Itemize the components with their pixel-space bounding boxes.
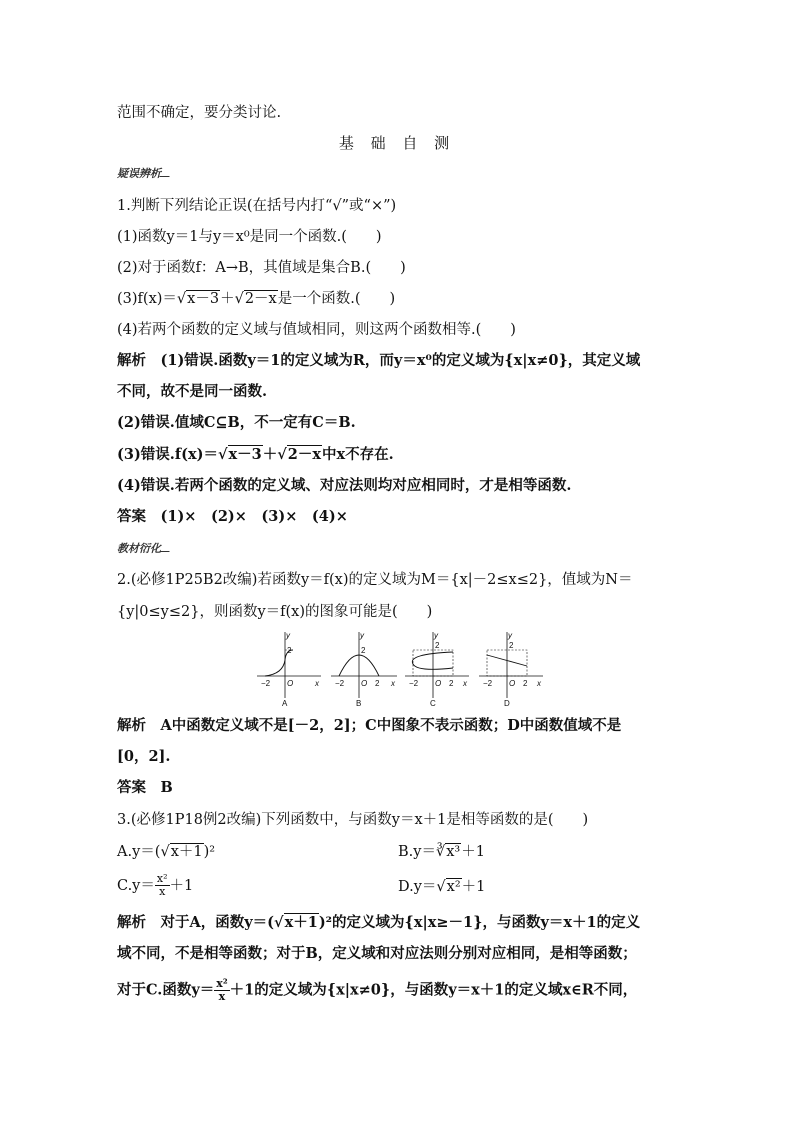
tick-label: −2 <box>409 679 419 688</box>
graph-c <box>405 631 469 708</box>
question-1: 1.判断下列结论正误(在括号内打“√”或“×”) <box>117 198 397 214</box>
tick-label: 2 <box>523 679 528 688</box>
analysis-3-1 <box>117 913 640 933</box>
tick-label: 2 <box>509 641 514 650</box>
analysis-3-2: 域不同，不是相等函数；对于B，定义域和对应法则分别对应相同，是相等函数； <box>117 945 637 962</box>
denominator: x <box>218 990 226 1003</box>
graph-label-b: B <box>356 699 362 708</box>
sqrt-content: 2－x <box>287 446 321 463</box>
text: ＋1 <box>169 877 194 894</box>
text: ＋1的定义域为{x|x≠0}，与函数y＝x＋1的定义域x∈R不同， <box>229 981 638 999</box>
sqrt-content: x－3 <box>187 291 220 307</box>
analysis-1-2: (2)错误.值域C⊆B，不一定有C＝B. <box>117 414 356 431</box>
graph-label-d: D <box>504 699 510 708</box>
option-d <box>398 877 485 897</box>
text: 解析 对于A，函数y＝( <box>117 914 275 931</box>
section-title: 基 础 自 测 <box>338 134 456 152</box>
text: D.y＝ <box>398 879 437 895</box>
section-tag: 教材衍化 <box>117 540 172 556</box>
sqrt-content: x－3 <box>228 446 262 463</box>
sqrt-content: x＋1 <box>284 914 318 931</box>
text: A.y＝( <box>117 844 161 860</box>
text: B.y＝ <box>398 844 436 860</box>
section-tag: 疑误辨析 <box>117 165 172 181</box>
text: )² <box>203 844 216 860</box>
analysis-3-3 <box>117 978 637 1012</box>
sqrt-sign: √ <box>436 879 446 895</box>
graph-label-c: C <box>430 699 436 708</box>
graph-label-a: A <box>282 699 288 708</box>
text: (3)f(x)＝ <box>117 291 177 307</box>
text: 中x不存在. <box>322 446 394 463</box>
tick-label: −2 <box>261 679 271 688</box>
options-row-1 <box>117 842 677 862</box>
tick-label: 2 <box>449 679 454 688</box>
text: ＋1 <box>461 844 485 860</box>
axis-y-label: y <box>360 631 364 640</box>
fraction <box>155 873 170 898</box>
numerator: x² <box>156 872 168 885</box>
denominator: x <box>159 885 166 898</box>
text: (3)错误.f(x)＝ <box>117 446 218 463</box>
sqrt-sign: √ <box>217 446 228 463</box>
option-b <box>398 842 485 862</box>
question-1-3 <box>117 289 395 309</box>
numerator: x² <box>216 977 228 990</box>
sqrt-sign: ∛ <box>435 844 446 860</box>
analysis-1-4: (4)错误.若两个函数的定义域、对应法则均对应相同时，才是相等函数. <box>117 477 572 494</box>
sqrt-content: x＋1 <box>170 844 203 860</box>
text: ＋ <box>220 291 235 307</box>
options-row-2 <box>117 873 677 907</box>
question-1-4: (4)若两个函数的定义域与值域相同，则这两个函数相等.( ) <box>117 322 516 338</box>
origin-label: O <box>509 679 516 688</box>
question-1-1: (1)函数y＝1与y＝x⁰是同一个函数.( ) <box>117 229 382 245</box>
axis-x-label: x <box>391 679 395 688</box>
graph-d <box>479 631 543 708</box>
sqrt-content: x³ <box>446 844 461 860</box>
axis-y-label: y <box>508 631 512 640</box>
question-2a: 2.(必修1P25B2改编)若函数y＝f(x)的定义域为M＝{x|－2≤x≤2}，值域为N＝ <box>117 572 633 588</box>
question-2b: {y|0≤y≤2}，则函数y＝f(x)的图象可能是( ) <box>117 604 433 620</box>
axis-y-label: y <box>286 631 290 640</box>
text: C.y＝ <box>117 877 155 894</box>
graph-b <box>331 631 397 708</box>
text: 对于C.函数y＝ <box>117 981 215 999</box>
option-a <box>117 843 215 860</box>
tick-label: 2 <box>435 641 440 650</box>
fraction <box>214 978 229 1003</box>
question-1-2: (2)对于函数f：A→B，其值域是集合B.( ) <box>117 260 406 276</box>
text: )²的定义域为{x|x≥－1}，与函数y＝x＋1的定义 <box>318 914 641 931</box>
sqrt-sign: √ <box>274 914 284 931</box>
axis-y-label: y <box>434 631 438 640</box>
analysis-1-1a: 解析 (1)错误.函数y＝1的定义域为R，而y＝x⁰的定义域为{x|x≠0}，其定义域 <box>117 352 641 369</box>
analysis-2a: 解析 A中函数定义域不是[－2，2]；C中图象不表示函数；D中函数值域不是 <box>117 717 622 734</box>
axis-x-label: x <box>537 679 541 688</box>
text-line: 范围不确定，要分类讨论. <box>117 105 282 121</box>
analysis-1-1b: 不同，故不是同一函数. <box>117 383 268 400</box>
answer-2: 答案 B <box>117 779 173 796</box>
analysis-1-3 <box>117 445 394 465</box>
answer-1: 答案 (1)× (2)× (3)× (4)× <box>117 508 348 525</box>
text: 是一个函数.( ) <box>277 291 396 307</box>
tick-label: −2 <box>335 679 345 688</box>
sqrt-sign: √ <box>176 291 187 307</box>
text: ＋ <box>262 446 278 463</box>
sqrt-sign: √ <box>277 446 287 463</box>
tick-label: 2 <box>375 679 380 688</box>
tick-label: 2 <box>361 646 366 655</box>
analysis-2b: [0，2]. <box>117 748 171 765</box>
origin-label: O <box>361 679 368 688</box>
origin-label: O <box>435 679 442 688</box>
graph-figure <box>255 628 545 708</box>
axis-x-label: x <box>315 679 319 688</box>
origin-label: O <box>287 679 294 688</box>
tick-label: 2 <box>287 646 292 655</box>
graph-a <box>257 631 321 708</box>
sqrt-sign: √ <box>160 844 170 860</box>
text: ＋1 <box>461 879 486 895</box>
sqrt-content: 2－x <box>244 291 277 307</box>
axis-x-label: x <box>463 679 467 688</box>
sqrt-sign: √ <box>234 291 244 307</box>
sqrt-content: x² <box>446 879 461 895</box>
tick-label: −2 <box>483 679 493 688</box>
option-c <box>117 872 194 898</box>
question-3: 3.(必修1P18例2改编)下列函数中，与函数y＝x＋1是相等函数的是( ) <box>117 812 589 828</box>
